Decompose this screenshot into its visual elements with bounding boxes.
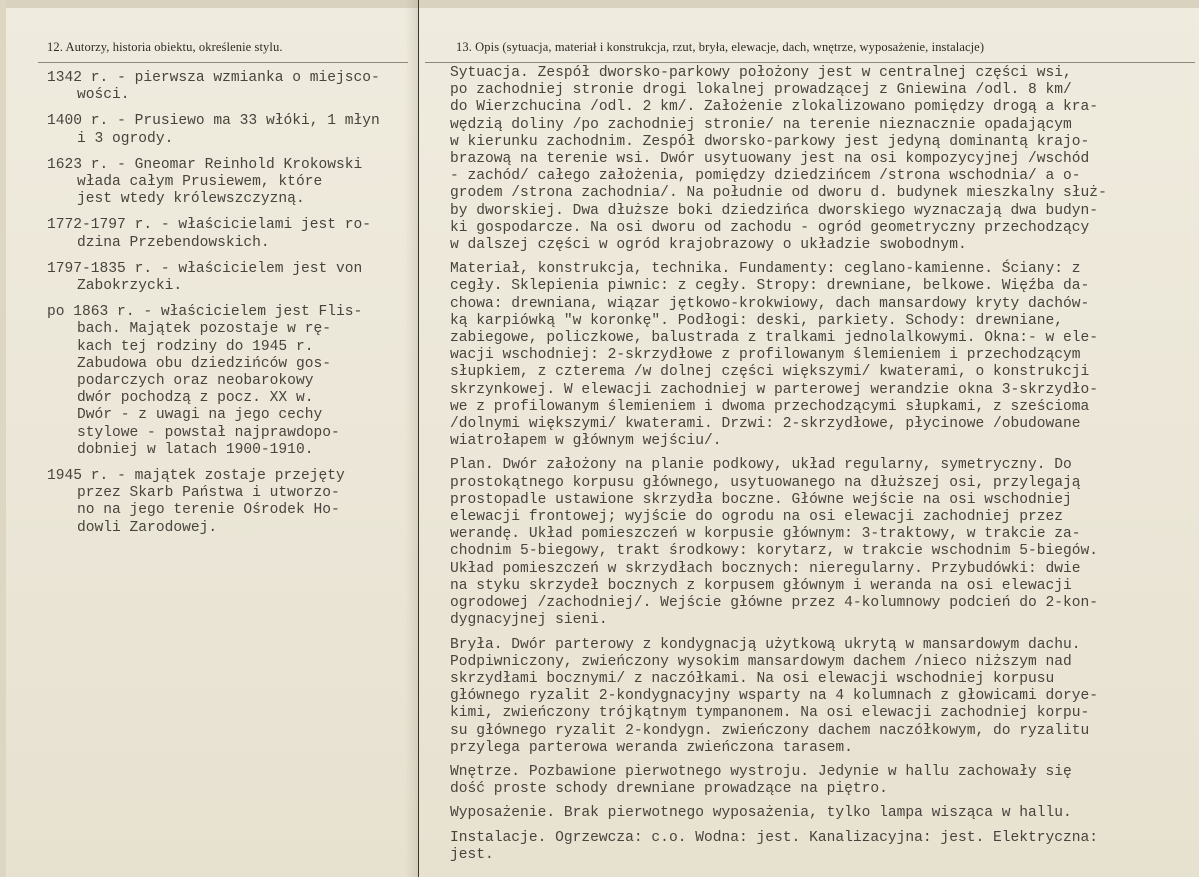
description-line: su głównego ryzalit 2-kondygn. zwieńczony dachem naczółkowym, do ryzalitu [450,722,1090,739]
description-line: Bryła. Dwór parterowy z kondygnacją użytkową ukrytą w mansardowym dachu. [450,636,1081,653]
description-line: Układ pomieszczeń w skrzydłach bocznych: nieregularny. Przybudówki: dwie [450,560,1081,577]
description-line: ogrodowej /zachodniej/. Wejście główne przez 4-kolumnowy podcień do 2-kon- [450,595,1099,612]
history-entry [47,468,422,537]
description-line: przylega parterowa weranda zwieńczona tarasem. [450,739,853,756]
description-line: werandę. Układ pomieszczeń w korpusie głównym: 3-traktowy, w trakcie za- [450,526,1081,543]
history-column [47,70,422,546]
history-text-line: Zabokrzycki. [77,278,183,295]
history-date: 1772-1797 r. [47,217,161,234]
left-column-header: 12. Autorzy, historia obiektu, określenie stylu. [47,40,283,54]
paper-left-edge [0,0,6,877]
description-paragraph [450,830,1198,864]
description-line: Sytuacja. Zespół dworsko-parkowy położony jest w centralnej części wsi, [450,65,1072,81]
description-line: we z profilowanym ślemieniem i dwoma przechodzącymi słupkami, z sześcioma [450,398,1090,415]
history-entry [47,304,422,459]
history-entry [47,261,422,295]
history-text-line: dwór pochodzą z pocz. XX w. [77,390,314,407]
history-entry [47,113,422,147]
description-line: słupkiem, z czterema /w dolnej części większymi/ kwaterami, o konstrukcji [450,364,1090,381]
history-text-line: Dwór - z uwagi na jego cechy [77,407,323,424]
description-paragraph [450,261,1198,450]
description-line: Plan. Dwór założony na planie podkowy, układ regularny, symetryczny. Do [450,457,1072,474]
history-text-line: jest wtedy królewszczyzną. [77,191,305,208]
history-text-line: - właścicielem jest von [160,260,363,277]
history-text-line: przez Skarb Państwa i utworzo- [77,485,340,502]
description-line: - zachód/ całego założenia, pomiędzy dziedzińcem /strona wschodnia/ a o- [450,168,1081,185]
description-paragraph [450,457,1198,629]
history-text-line: włada całym Prusiewem, które [77,174,323,191]
description-line: /dolnymi większymi/ kwaterami. Drzwi: 2-skrzydłowe, płycinowe /obudowane [450,416,1081,433]
paper-top-edge [0,0,1199,8]
history-text-line: - Gneomar Reinhold Krokowski [117,156,363,173]
right-column-header: 13. Opis (sytuacja, materiał i konstrukcja, rzut, bryła, elewacje, dach, wnętrze, wyposażenie, instalacje) [456,40,985,54]
description-line: głównego ryzalit 2-kondygnacyjny wsparty na 4 kolumnach z głowicami dorye- [450,688,1099,705]
history-date: 1400 r. [47,113,118,130]
description-line: prostopadle ustawione skrzydła boczne. Główne wejście na osi wschodniej [450,491,1072,508]
history-text-line: - właścicielami jest ro- [160,217,372,234]
history-text-line: - Prusiewo ma 33 włóki, 1 młyn [117,113,380,130]
description-line: wacji wschodniej: 2-skrzydłowe z profilowanym ślemieniem i przechodzącym [450,347,1081,364]
description-line: grodem /strona zachodnia/. Na południe od dworu d. budynek mieszkalny służ- [450,185,1107,202]
history-text-line: no na jego terenie Ośrodek Ho- [77,502,340,519]
description-line: wędzią doliny /po zachodniej stronie/ na terenie nieznacznie opadającym [450,116,1072,133]
description-line: ki gospodarcze. Na osi dworu od zachodu - ogród geometryczny przechodzący [450,219,1090,236]
history-text-line: dobniej w latach 1900-1910. [77,441,314,458]
description-line: na styku skrzydeł bocznych z korpusem głównym i weranda na osi elewacji [450,577,1072,594]
description-line: by dworskiej. Dwa dłuższe boki dziedzińca dworskiego wyznaczają dwa budyn- [450,202,1099,219]
description-paragraph [450,65,1198,254]
description-line: do Wierzchucina /odl. 2 km/. Założenie zlokalizowano pomiędzy drogą a kra- [450,99,1099,116]
description-line: cegły. Sklepienia piwnic: z cegły. Stropy: drewniane, belkowe. Więźba da- [450,278,1090,295]
history-entry [47,70,422,104]
description-line: zabiegowe, policzkowe, balustrada z tralkami jednolalkowymi. Okna:- w ele- [450,330,1099,347]
history-date: 1623 r. [47,156,118,173]
description-line: Instalacje. Ogrzewcza: c.o. Wodna: jest. Kanalizacyjna: jest. Elektryczna: [450,829,1099,846]
history-date: po 1863 r. [47,304,144,321]
right-header-rule [425,62,1195,63]
description-line: po zachodniej stronie drogi lokalnej prowadzącej z Gniewina /odl. 8 km/ [450,82,1072,99]
history-date: 1342 r. [47,70,118,86]
left-header-rule [38,62,408,63]
description-paragraph [450,805,1198,822]
history-date: 1945 r. [47,468,118,485]
description-paragraph [450,637,1198,757]
description-line: Materiał, konstrukcja, technika. Fundamenty: ceglano-kamienne. Ściany: z [450,261,1081,278]
description-line: dygnacyjnej sieni. [450,612,608,629]
description-line: w kierunku zachodnim. Zespół dworsko-parkowy jest jedyną dominantą krajo- [450,133,1090,150]
description-paragraph [450,764,1198,798]
description-line: dość proste schody drewniane prowadzące na piętro. [450,781,888,798]
description-line: skrzydłami bocznymi/ z naczółkami. Na osi elewacji wschodniej korpusu [450,670,1055,687]
description-line: ką karpiówką "w koronkę". Podłogi: deski, parkiety. Schody: drewniane, [450,312,1064,329]
description-line: Wyposażenie. Brak pierwotnego wyposażenia, tylko lampa wisząca w hallu. [450,805,1072,822]
history-text-line: dzina Przebendowskich. [77,234,270,251]
history-text-line: - majątek zostaje przejęty [117,468,345,485]
description-line: chowa: drewniana, wiązar jętkowo-krokwiowy, dach mansardowy kryty dachów- [450,295,1090,312]
description-line: skrzynkowej. W elewacji zachodniej w parterowej werandzie okna 3-skrzydło- [450,381,1099,398]
history-date: 1797-1835 r. [47,260,161,277]
description-line: chodnim 5-biegowy, trakt środkowy: korytarz, w trakcie wschodnim 5-biegów. [450,543,1099,560]
description-line: prostokątnego korpusu głównego, usytuowanego na dłuższej osi, przylegają [450,474,1081,491]
description-line: kimi, zwieńczony trójkątnym tympanonem. Na osi elewacji zachodniej korpu- [450,705,1090,722]
description-line: jest. [450,846,494,863]
history-text-line: kach tej rodziny do 1945 r. [77,338,314,355]
history-text-line: stylowe - powstał najprawdopo- [77,424,340,441]
history-text-line: Zabudowa obu dziedzińców gos- [77,355,331,372]
history-text-line: - właścicielem jest Flis- [143,304,363,321]
description-line: wiatrołapem w głównym wejściu/. [450,433,722,450]
description-line: brazową na terenie wsi. Dwór usytuowany jest na osi kompozycyjnej /wschód [450,151,1090,168]
history-text-line: podarczych oraz neobarokowy [77,373,314,390]
history-text-line: wości. [77,87,130,104]
history-entry [47,217,422,251]
history-text-line: - pierwsza wzmianka o miejsco- [117,70,380,86]
description-line: w dalszej części w ogród krajobrazowy o układzie swobodnym. [450,237,967,254]
description-line: Wnętrze. Pozbawione pierwotnego wystroju. Jedynie w hallu zachowały się [450,763,1072,780]
history-text-line: dowli Zarodowej. [77,519,218,536]
description-line: elewacji frontowej; wyjście do ogrodu na osi elewacji zachodniej przez [450,509,1064,526]
history-entry [47,157,422,209]
history-text-line: bach. Majątek pozostaje w rę- [77,321,331,338]
description-column [450,65,1198,871]
history-text-line: i 3 ogrody. [77,130,174,147]
description-line: Podpiwniczony, zwieńczony wysokim mansardowym dachem /nieco niższym nad [450,653,1072,670]
